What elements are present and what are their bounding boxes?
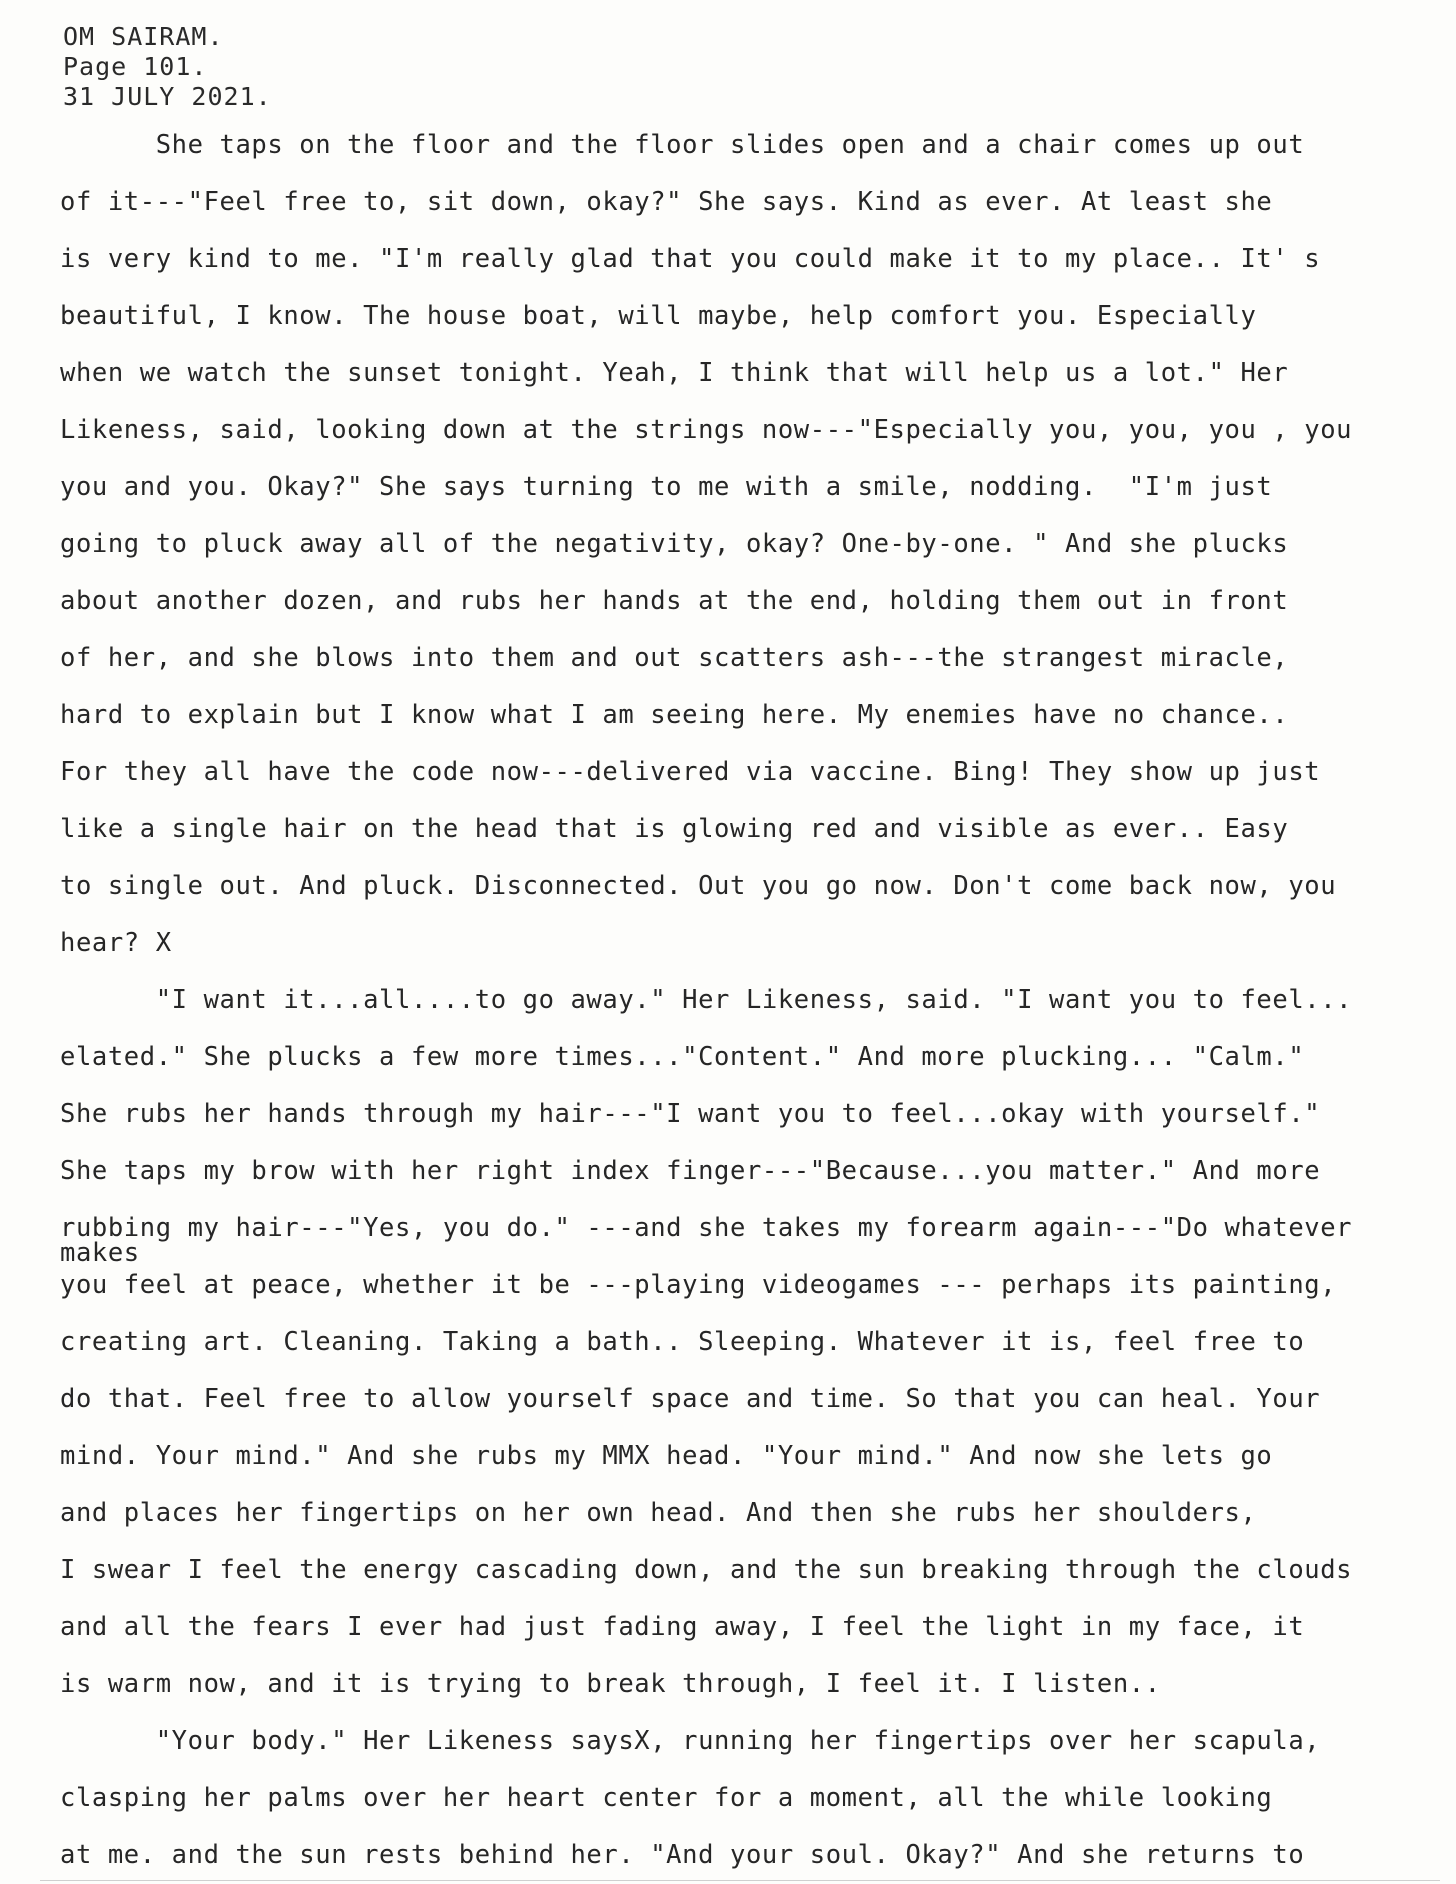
text-line: elated." She plucks a few more times..."Content." And more plucking... "Calm."	[60, 1042, 1305, 1072]
text-line: hard to explain but I know what I am seeing here. My enemies have no chance..	[60, 700, 1289, 730]
text-line: For they all have the code now---delivered via vaccine. Bing! They show up just	[60, 757, 1321, 787]
header-page-number: Page 101.	[63, 52, 208, 81]
text-line: clasping her palms over her heart center for a moment, all the while looking	[60, 1783, 1273, 1813]
text-line: She rubs her hands through my hair---"I want you to feel...okay with yourself."	[60, 1099, 1321, 1129]
text-line: She taps my brow with her right index finger---"Because...you matter." And more	[60, 1156, 1321, 1186]
text-line: hear? X	[60, 928, 172, 958]
text-line: when we watch the sunset tonight. Yeah, I think that will help us a lot." Her	[60, 358, 1289, 388]
header-date: 31 JULY 2021.	[63, 82, 272, 111]
text-line: creating art. Cleaning. Taking a bath.. Sleeping. Whatever it is, feel free to	[60, 1327, 1305, 1357]
text-line: "I want it...all....to go away." Her Likeness, said. "I want you to feel...	[60, 985, 1353, 1015]
text-line: like a single hair on the head that is glowing red and visible as ever.. Easy	[60, 814, 1289, 844]
text-line: of it---"Feel free to, sit down, okay?" She says. Kind as ever. At least she	[60, 187, 1273, 217]
text-line: going to pluck away all of the negativity, okay? One-by-one. " And she plucks	[60, 529, 1289, 559]
text-line: rubbing my hair---"Yes, you do." ---and she takes my forearm again---"Do whatever	[60, 1213, 1353, 1243]
text-line: makes	[60, 1238, 140, 1268]
text-line: mind. Your mind." And she rubs my MMX head. "Your mind." And now she lets go	[60, 1441, 1273, 1471]
text-line: at me. and the sun rests behind her. "And your soul. Okay?" And she returns to	[60, 1840, 1305, 1870]
text-line: and places her fingertips on her own head. And then she rubs her shoulders,	[60, 1498, 1257, 1528]
header-title: OM SAIRAM.	[63, 22, 224, 51]
text-line: beautiful, I know. The house boat, will maybe, help comfort you. Especially	[60, 301, 1257, 331]
page-header	[63, 22, 272, 112]
text-line: "Your body." Her Likeness saysX, running her fingertips over her scapula,	[60, 1726, 1321, 1756]
text-line: I swear I feel the energy cascading down, and the sun breaking through the clouds	[60, 1555, 1353, 1585]
text-line: to single out. And pluck. Disconnected. Out you go now. Don't come back now, you	[60, 871, 1337, 901]
text-line: you and you. Okay?" She says turning to me with a smile, nodding. "I'm just	[60, 472, 1273, 502]
text-line: do that. Feel free to allow yourself space and time. So that you can heal. Your	[60, 1384, 1321, 1414]
text-line: She taps on the floor and the floor slides open and a chair comes up out	[60, 130, 1305, 160]
text-line: is warm now, and it is trying to break through, I feel it. I listen..	[60, 1669, 1161, 1699]
text-line: about another dozen, and rubs her hands at the end, holding them out in front	[60, 586, 1289, 616]
text-line: Likeness, said, looking down at the strings now---"Especially you, you, you , you	[60, 415, 1353, 445]
text-line: and all the fears I ever had just fading away, I feel the light in my face, it	[60, 1612, 1305, 1642]
text-line: of her, and she blows into them and out scatters ash---the strangest miracle,	[60, 643, 1289, 673]
text-line: is very kind to me. "I'm really glad that you could make it to my place.. It' s	[60, 244, 1321, 274]
page-bottom-edge	[40, 1880, 1440, 1881]
text-line: you feel at peace, whether it be ---playing videogames --- perhaps its painting,	[60, 1270, 1337, 1300]
